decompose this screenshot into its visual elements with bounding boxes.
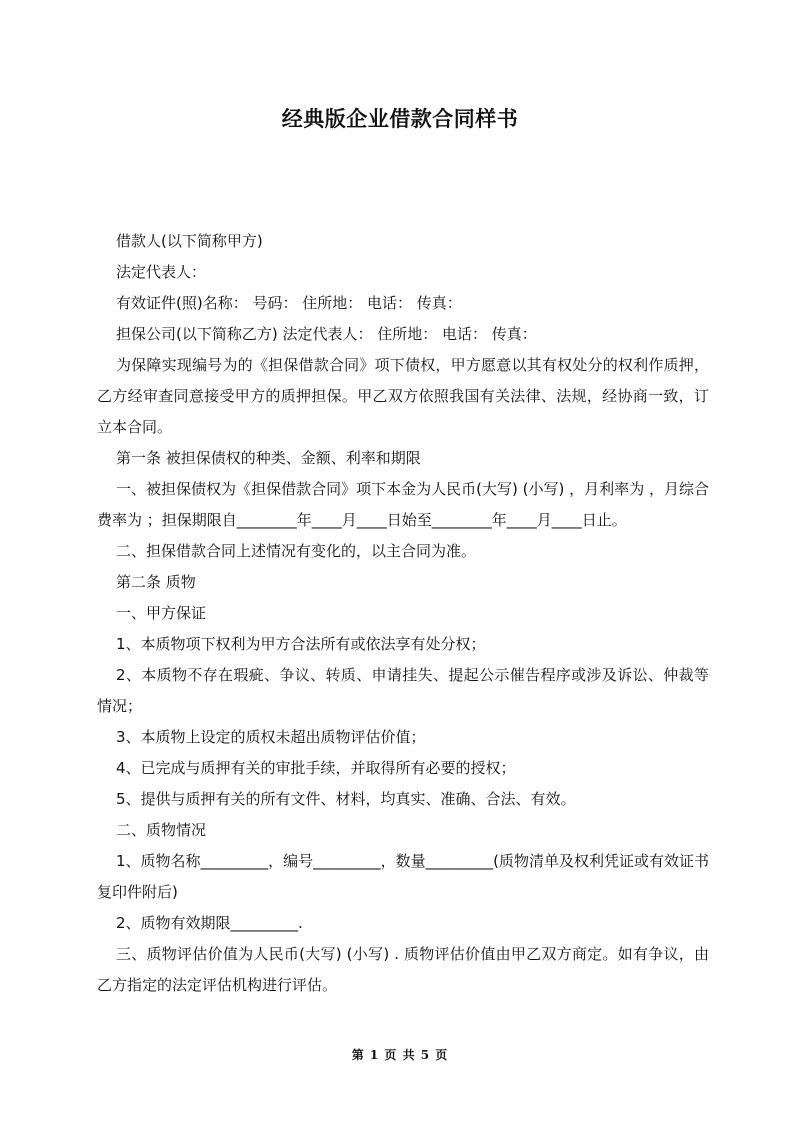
document-title: 经典版企业借款合同样书 — [281, 107, 519, 131]
subsection-heading: 一、甲方保证 — [116, 604, 207, 622]
list-item: 4、已完成与质押有关的审批手续，并取得所有必要的授权； — [116, 759, 516, 777]
list-item: 2、本质物不存在瑕疵、争议、转质、申请挂失、提起公示催告程序或涉及诉讼、仲裁等情况； — [97, 666, 709, 715]
paragraph: 有效证件(照)名称： 号码： 住所地： 电话： 传真： — [116, 294, 462, 312]
paragraph: 为保障实现编号为的《担保借款合同》项下债权，甲方愿意以其有权处分的权利作质押，乙方经审查同意接受甲方的质押担保。甲乙双方依照我国有关法律、法规，经协商一致，订立本合同。 — [97, 356, 709, 436]
list-item: 3、本质物上设定的质权未超出质物评估价值； — [116, 728, 426, 746]
paragraph: 借款人(以下简称甲方) — [116, 232, 263, 250]
document-body — [97, 226, 709, 1001]
paragraph: 三、质物评估价值为人民币(大写) (小写) . 质物评估价值由甲乙双方商定。如有争议，由乙方指定的法定评估机构进行评估。 — [97, 945, 709, 994]
list-item: 2、质物有效期限_________. — [116, 914, 303, 932]
section-heading: 第一条 被担保债权的种类、金额、利率和期限 — [116, 449, 421, 467]
paragraph: 法定代表人： — [116, 263, 207, 281]
paragraph: 一、被担保债权为《担保借款合同》项下本金为人民币(大写) (小写) ，月利率为 ，月综合费率为 ；担保期限自________年____月____日始至________年____月____日止。 — [97, 480, 709, 529]
subsection-heading: 二、质物情况 — [116, 821, 207, 839]
page-footer: 第 1 页 共 5 页 — [351, 1048, 449, 1062]
list-item: 5、提供与质押有关的所有文件、材料，均真实、准确、合法、有效。 — [116, 790, 576, 808]
list-item: 1、质物名称_________，编号_________，数量_________(质物清单及权利凭证或有效证书复印件附后) — [97, 852, 709, 901]
paragraph: 担保公司(以下简称乙方) 法定代表人： 住所地： 电话： 传真： — [116, 325, 537, 343]
section-heading: 第二条 质物 — [116, 573, 196, 591]
paragraph: 二、担保借款合同上述情况有变化的，以主合同为准。 — [116, 542, 477, 560]
list-item: 1、本质物项下权利为甲方合法所有或依法享有处分权； — [116, 635, 486, 653]
